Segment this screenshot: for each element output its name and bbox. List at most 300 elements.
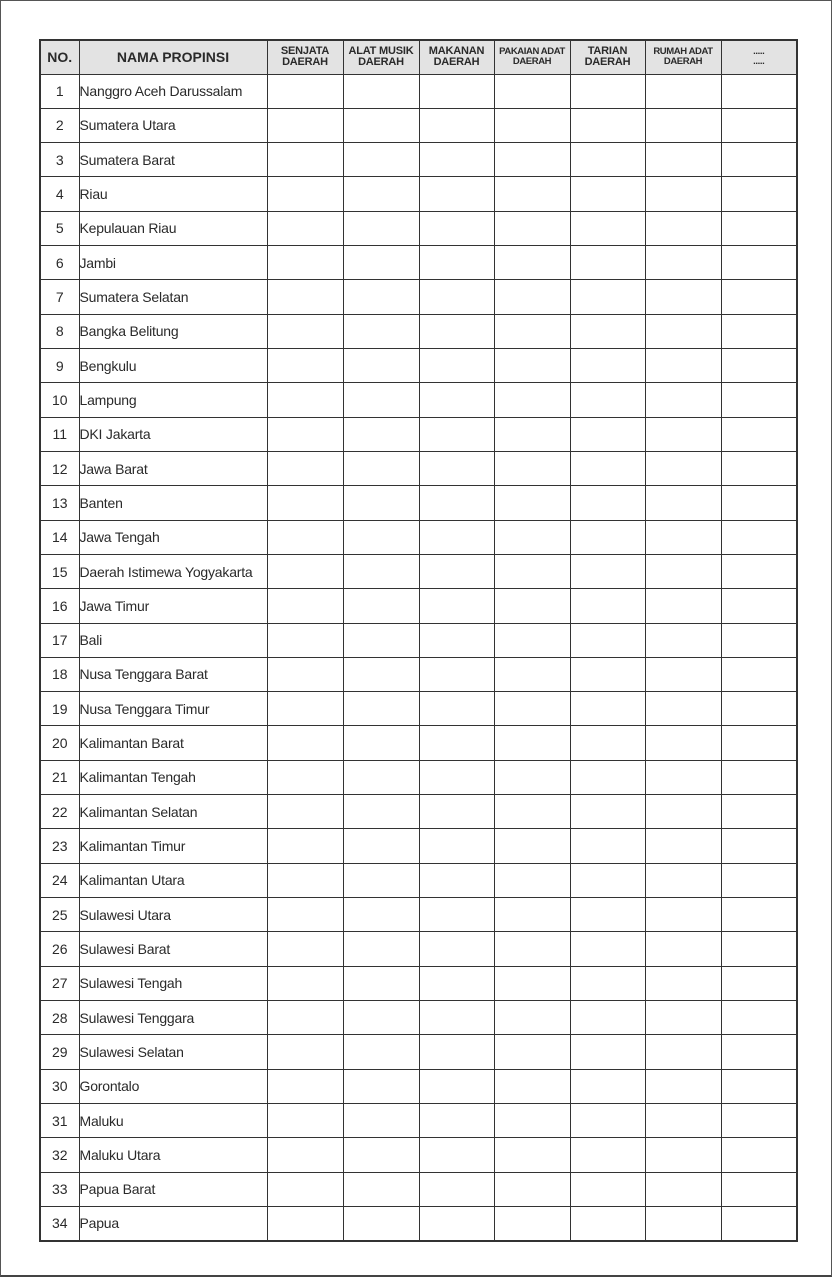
cell-pakaian-adat-daerah[interactable] bbox=[494, 143, 570, 177]
cell-rumah-adat-daerah[interactable] bbox=[645, 554, 721, 588]
province-name: Daerah Istimewa Yogyakarta bbox=[79, 554, 267, 588]
cell-pakaian-adat-daerah[interactable] bbox=[494, 177, 570, 211]
cell-tarian-daerah[interactable] bbox=[570, 383, 645, 417]
province-name: Kalimantan Tengah bbox=[79, 760, 267, 794]
cell-alat-musik-daerah[interactable] bbox=[343, 1138, 419, 1172]
cell-pakaian-adat-daerah[interactable] bbox=[494, 1035, 570, 1069]
cell-pakaian-adat-daerah[interactable] bbox=[494, 520, 570, 554]
cell-tarian-daerah[interactable] bbox=[570, 760, 645, 794]
row-number: 15 bbox=[40, 554, 79, 588]
cell-alat-musik-daerah[interactable] bbox=[343, 1035, 419, 1069]
cell-extra[interactable] bbox=[721, 657, 797, 691]
cell-alat-musik-daerah[interactable] bbox=[343, 1069, 419, 1103]
row-number: 19 bbox=[40, 692, 79, 726]
cell-rumah-adat-daerah[interactable] bbox=[645, 417, 721, 451]
cell-extra[interactable] bbox=[721, 246, 797, 280]
cell-senjata-daerah[interactable] bbox=[267, 1172, 343, 1206]
cell-rumah-adat-daerah[interactable] bbox=[645, 349, 721, 383]
cell-rumah-adat-daerah[interactable] bbox=[645, 280, 721, 314]
cell-rumah-adat-daerah[interactable] bbox=[645, 520, 721, 554]
cell-senjata-daerah[interactable] bbox=[267, 1138, 343, 1172]
cell-rumah-adat-daerah[interactable] bbox=[645, 932, 721, 966]
table-row bbox=[40, 863, 797, 897]
cell-pakaian-adat-daerah[interactable] bbox=[494, 74, 570, 108]
cell-makanan-daerah[interactable] bbox=[419, 1138, 494, 1172]
cell-rumah-adat-daerah[interactable] bbox=[645, 246, 721, 280]
cell-rumah-adat-daerah[interactable] bbox=[645, 1035, 721, 1069]
cell-extra[interactable] bbox=[721, 177, 797, 211]
cell-senjata-daerah[interactable] bbox=[267, 1035, 343, 1069]
cell-rumah-adat-daerah[interactable] bbox=[645, 795, 721, 829]
cell-senjata-daerah[interactable] bbox=[267, 417, 343, 451]
header-line: ..... bbox=[753, 46, 765, 58]
cell-tarian-daerah[interactable] bbox=[570, 417, 645, 451]
cell-rumah-adat-daerah[interactable] bbox=[645, 1000, 721, 1034]
cell-makanan-daerah[interactable] bbox=[419, 932, 494, 966]
cell-extra[interactable] bbox=[721, 589, 797, 623]
cell-extra[interactable] bbox=[721, 1206, 797, 1240]
row-number: 29 bbox=[40, 1035, 79, 1069]
cell-pakaian-adat-daerah[interactable] bbox=[494, 451, 570, 485]
cell-makanan-daerah[interactable] bbox=[419, 657, 494, 691]
cell-pakaian-adat-daerah[interactable] bbox=[494, 589, 570, 623]
cell-rumah-adat-daerah[interactable] bbox=[645, 486, 721, 520]
cell-extra[interactable] bbox=[721, 829, 797, 863]
cell-tarian-daerah[interactable] bbox=[570, 211, 645, 245]
cell-senjata-daerah[interactable] bbox=[267, 657, 343, 691]
cell-tarian-daerah[interactable] bbox=[570, 108, 645, 142]
cell-extra[interactable] bbox=[721, 143, 797, 177]
cell-makanan-daerah[interactable] bbox=[419, 143, 494, 177]
cell-alat-musik-daerah[interactable] bbox=[343, 795, 419, 829]
cell-tarian-daerah[interactable] bbox=[570, 1035, 645, 1069]
cell-makanan-daerah[interactable] bbox=[419, 795, 494, 829]
cell-makanan-daerah[interactable] bbox=[419, 692, 494, 726]
header-rumah-adat-daerah bbox=[645, 40, 721, 74]
cell-senjata-daerah[interactable] bbox=[267, 211, 343, 245]
cell-makanan-daerah[interactable] bbox=[419, 760, 494, 794]
table-row bbox=[40, 520, 797, 554]
cell-makanan-daerah[interactable] bbox=[419, 829, 494, 863]
cell-tarian-daerah[interactable] bbox=[570, 589, 645, 623]
cell-rumah-adat-daerah[interactable] bbox=[645, 898, 721, 932]
province-name: Riau bbox=[79, 177, 267, 211]
cell-alat-musik-daerah[interactable] bbox=[343, 143, 419, 177]
row-number: 33 bbox=[40, 1172, 79, 1206]
cell-senjata-daerah[interactable] bbox=[267, 314, 343, 348]
table-row bbox=[40, 1103, 797, 1137]
cell-makanan-daerah[interactable] bbox=[419, 520, 494, 554]
cell-tarian-daerah[interactable] bbox=[570, 932, 645, 966]
cell-alat-musik-daerah[interactable] bbox=[343, 383, 419, 417]
cell-pakaian-adat-daerah[interactable] bbox=[494, 692, 570, 726]
cell-tarian-daerah[interactable] bbox=[570, 657, 645, 691]
cell-senjata-daerah[interactable] bbox=[267, 589, 343, 623]
cell-alat-musik-daerah[interactable] bbox=[343, 1172, 419, 1206]
cell-tarian-daerah[interactable] bbox=[570, 863, 645, 897]
table-row bbox=[40, 246, 797, 280]
table-row bbox=[40, 143, 797, 177]
cell-rumah-adat-daerah[interactable] bbox=[645, 760, 721, 794]
header-tarian-daerah bbox=[570, 40, 645, 74]
cell-extra[interactable] bbox=[721, 1069, 797, 1103]
cell-senjata-daerah[interactable] bbox=[267, 1206, 343, 1240]
cell-alat-musik-daerah[interactable] bbox=[343, 246, 419, 280]
cell-extra[interactable] bbox=[721, 211, 797, 245]
province-name: Kalimantan Timur bbox=[79, 829, 267, 863]
cell-makanan-daerah[interactable] bbox=[419, 863, 494, 897]
cell-extra[interactable] bbox=[721, 486, 797, 520]
cell-extra[interactable] bbox=[721, 932, 797, 966]
header-line: DAERAH bbox=[663, 56, 703, 68]
cell-tarian-daerah[interactable] bbox=[570, 1172, 645, 1206]
cell-senjata-daerah[interactable] bbox=[267, 486, 343, 520]
row-number: 26 bbox=[40, 932, 79, 966]
cell-makanan-daerah[interactable] bbox=[419, 1035, 494, 1069]
province-name: Papua bbox=[79, 1206, 267, 1240]
row-number: 6 bbox=[40, 246, 79, 280]
cell-alat-musik-daerah[interactable] bbox=[343, 1103, 419, 1137]
row-number: 22 bbox=[40, 795, 79, 829]
cell-alat-musik-daerah[interactable] bbox=[343, 863, 419, 897]
cell-extra[interactable] bbox=[721, 349, 797, 383]
row-number: 30 bbox=[40, 1069, 79, 1103]
cell-makanan-daerah[interactable] bbox=[419, 1103, 494, 1137]
cell-rumah-adat-daerah[interactable] bbox=[645, 1138, 721, 1172]
cell-alat-musik-daerah[interactable] bbox=[343, 486, 419, 520]
cell-rumah-adat-daerah[interactable] bbox=[645, 74, 721, 108]
cell-tarian-daerah[interactable] bbox=[570, 74, 645, 108]
cell-pakaian-adat-daerah[interactable] bbox=[494, 795, 570, 829]
cell-pakaian-adat-daerah[interactable] bbox=[494, 657, 570, 691]
cell-makanan-daerah[interactable] bbox=[419, 177, 494, 211]
table-row bbox=[40, 795, 797, 829]
table-row bbox=[40, 451, 797, 485]
row-number: 18 bbox=[40, 657, 79, 691]
cell-makanan-daerah[interactable] bbox=[419, 211, 494, 245]
cell-rumah-adat-daerah[interactable] bbox=[645, 863, 721, 897]
cell-extra[interactable] bbox=[721, 1138, 797, 1172]
cell-rumah-adat-daerah[interactable] bbox=[645, 177, 721, 211]
cell-extra[interactable] bbox=[721, 383, 797, 417]
cell-alat-musik-daerah[interactable] bbox=[343, 657, 419, 691]
cell-alat-musik-daerah[interactable] bbox=[343, 692, 419, 726]
table-row bbox=[40, 726, 797, 760]
cell-pakaian-adat-daerah[interactable] bbox=[494, 1138, 570, 1172]
table-row bbox=[40, 314, 797, 348]
cell-makanan-daerah[interactable] bbox=[419, 589, 494, 623]
row-number: 9 bbox=[40, 349, 79, 383]
cell-makanan-daerah[interactable] bbox=[419, 74, 494, 108]
cell-rumah-adat-daerah[interactable] bbox=[645, 657, 721, 691]
cell-senjata-daerah[interactable] bbox=[267, 795, 343, 829]
cell-rumah-adat-daerah[interactable] bbox=[645, 692, 721, 726]
header-line: ..... bbox=[753, 56, 765, 68]
header-line: RUMAH ADAT bbox=[653, 46, 713, 58]
cell-senjata-daerah[interactable] bbox=[267, 760, 343, 794]
cell-tarian-daerah[interactable] bbox=[570, 726, 645, 760]
cell-pakaian-adat-daerah[interactable] bbox=[494, 314, 570, 348]
cell-alat-musik-daerah[interactable] bbox=[343, 74, 419, 108]
cell-pakaian-adat-daerah[interactable] bbox=[494, 554, 570, 588]
cell-extra[interactable] bbox=[721, 417, 797, 451]
row-number: 20 bbox=[40, 726, 79, 760]
cell-senjata-daerah[interactable] bbox=[267, 349, 343, 383]
cell-tarian-daerah[interactable] bbox=[570, 1206, 645, 1240]
row-number: 16 bbox=[40, 589, 79, 623]
province-name: Kalimantan Barat bbox=[79, 726, 267, 760]
cell-extra[interactable] bbox=[721, 554, 797, 588]
cell-extra[interactable] bbox=[721, 692, 797, 726]
cell-pakaian-adat-daerah[interactable] bbox=[494, 1172, 570, 1206]
cell-pakaian-adat-daerah[interactable] bbox=[494, 1069, 570, 1103]
cell-extra[interactable] bbox=[721, 795, 797, 829]
cell-tarian-daerah[interactable] bbox=[570, 177, 645, 211]
cell-makanan-daerah[interactable] bbox=[419, 486, 494, 520]
cell-alat-musik-daerah[interactable] bbox=[343, 966, 419, 1000]
cell-alat-musik-daerah[interactable] bbox=[343, 726, 419, 760]
cell-tarian-daerah[interactable] bbox=[570, 554, 645, 588]
cell-tarian-daerah[interactable] bbox=[570, 143, 645, 177]
cell-pakaian-adat-daerah[interactable] bbox=[494, 863, 570, 897]
row-number: 10 bbox=[40, 383, 79, 417]
cell-extra[interactable] bbox=[721, 760, 797, 794]
cell-senjata-daerah[interactable] bbox=[267, 1103, 343, 1137]
header-row bbox=[40, 40, 797, 74]
header-line: DAERAH bbox=[584, 56, 631, 69]
province-name: Sulawesi Selatan bbox=[79, 1035, 267, 1069]
cell-tarian-daerah[interactable] bbox=[570, 829, 645, 863]
cell-senjata-daerah[interactable] bbox=[267, 280, 343, 314]
cell-extra[interactable] bbox=[721, 623, 797, 657]
cell-pakaian-adat-daerah[interactable] bbox=[494, 760, 570, 794]
cell-tarian-daerah[interactable] bbox=[570, 280, 645, 314]
cell-senjata-daerah[interactable] bbox=[267, 966, 343, 1000]
cell-alat-musik-daerah[interactable] bbox=[343, 1000, 419, 1034]
cell-extra[interactable] bbox=[721, 1000, 797, 1034]
cell-tarian-daerah[interactable] bbox=[570, 898, 645, 932]
cell-alat-musik-daerah[interactable] bbox=[343, 211, 419, 245]
cell-makanan-daerah[interactable] bbox=[419, 280, 494, 314]
table-row bbox=[40, 280, 797, 314]
row-number: 8 bbox=[40, 314, 79, 348]
table-row bbox=[40, 486, 797, 520]
cell-senjata-daerah[interactable] bbox=[267, 451, 343, 485]
cell-alat-musik-daerah[interactable] bbox=[343, 898, 419, 932]
table-row bbox=[40, 1069, 797, 1103]
cell-tarian-daerah[interactable] bbox=[570, 520, 645, 554]
cell-pakaian-adat-daerah[interactable] bbox=[494, 932, 570, 966]
cell-makanan-daerah[interactable] bbox=[419, 623, 494, 657]
province-name: Sulawesi Tengah bbox=[79, 966, 267, 1000]
cell-makanan-daerah[interactable] bbox=[419, 451, 494, 485]
cell-pakaian-adat-daerah[interactable] bbox=[494, 486, 570, 520]
table-row bbox=[40, 966, 797, 1000]
cell-alat-musik-daerah[interactable] bbox=[343, 314, 419, 348]
cell-pakaian-adat-daerah[interactable] bbox=[494, 349, 570, 383]
cell-rumah-adat-daerah[interactable] bbox=[645, 966, 721, 1000]
cell-senjata-daerah[interactable] bbox=[267, 520, 343, 554]
cell-extra[interactable] bbox=[721, 451, 797, 485]
cell-alat-musik-daerah[interactable] bbox=[343, 417, 419, 451]
cell-tarian-daerah[interactable] bbox=[570, 795, 645, 829]
cell-tarian-daerah[interactable] bbox=[570, 966, 645, 1000]
cell-senjata-daerah[interactable] bbox=[267, 1000, 343, 1034]
cell-pakaian-adat-daerah[interactable] bbox=[494, 1000, 570, 1034]
province-name: Jambi bbox=[79, 246, 267, 280]
cell-tarian-daerah[interactable] bbox=[570, 692, 645, 726]
cell-pakaian-adat-daerah[interactable] bbox=[494, 623, 570, 657]
province-name: Papua Barat bbox=[79, 1172, 267, 1206]
cell-rumah-adat-daerah[interactable] bbox=[645, 1103, 721, 1137]
row-number: 23 bbox=[40, 829, 79, 863]
cell-alat-musik-daerah[interactable] bbox=[343, 554, 419, 588]
cell-pakaian-adat-daerah[interactable] bbox=[494, 966, 570, 1000]
cell-makanan-daerah[interactable] bbox=[419, 1069, 494, 1103]
cell-makanan-daerah[interactable] bbox=[419, 726, 494, 760]
cell-pakaian-adat-daerah[interactable] bbox=[494, 246, 570, 280]
cell-senjata-daerah[interactable] bbox=[267, 898, 343, 932]
cell-extra[interactable] bbox=[721, 520, 797, 554]
cell-pakaian-adat-daerah[interactable] bbox=[494, 726, 570, 760]
cell-alat-musik-daerah[interactable] bbox=[343, 829, 419, 863]
cell-alat-musik-daerah[interactable] bbox=[343, 520, 419, 554]
cell-extra[interactable] bbox=[721, 1035, 797, 1069]
cell-tarian-daerah[interactable] bbox=[570, 246, 645, 280]
cell-makanan-daerah[interactable] bbox=[419, 349, 494, 383]
cell-senjata-daerah[interactable] bbox=[267, 246, 343, 280]
cell-pakaian-adat-daerah[interactable] bbox=[494, 211, 570, 245]
cell-rumah-adat-daerah[interactable] bbox=[645, 1172, 721, 1206]
header-alat-musik-daerah bbox=[343, 40, 419, 74]
cell-tarian-daerah[interactable] bbox=[570, 349, 645, 383]
cell-rumah-adat-daerah[interactable] bbox=[645, 314, 721, 348]
cell-senjata-daerah[interactable] bbox=[267, 143, 343, 177]
cell-pakaian-adat-daerah[interactable] bbox=[494, 280, 570, 314]
table-row bbox=[40, 1172, 797, 1206]
cell-extra[interactable] bbox=[721, 1103, 797, 1137]
cell-pakaian-adat-daerah[interactable] bbox=[494, 898, 570, 932]
cell-pakaian-adat-daerah[interactable] bbox=[494, 417, 570, 451]
cell-senjata-daerah[interactable] bbox=[267, 692, 343, 726]
cell-tarian-daerah[interactable] bbox=[570, 314, 645, 348]
cell-pakaian-adat-daerah[interactable] bbox=[494, 108, 570, 142]
cell-makanan-daerah[interactable] bbox=[419, 314, 494, 348]
cell-pakaian-adat-daerah[interactable] bbox=[494, 829, 570, 863]
cell-pakaian-adat-daerah[interactable] bbox=[494, 1206, 570, 1240]
cell-makanan-daerah[interactable] bbox=[419, 108, 494, 142]
table-row bbox=[40, 74, 797, 108]
cell-makanan-daerah[interactable] bbox=[419, 1206, 494, 1240]
table-row bbox=[40, 349, 797, 383]
cell-rumah-adat-daerah[interactable] bbox=[645, 108, 721, 142]
cell-senjata-daerah[interactable] bbox=[267, 74, 343, 108]
cell-rumah-adat-daerah[interactable] bbox=[645, 211, 721, 245]
province-name: Nusa Tenggara Timur bbox=[79, 692, 267, 726]
cell-rumah-adat-daerah[interactable] bbox=[645, 623, 721, 657]
cell-rumah-adat-daerah[interactable] bbox=[645, 1206, 721, 1240]
province-name: Bali bbox=[79, 623, 267, 657]
cell-tarian-daerah[interactable] bbox=[570, 486, 645, 520]
province-name: Kepulauan Riau bbox=[79, 211, 267, 245]
header-line: DAERAH bbox=[512, 56, 552, 68]
cell-senjata-daerah[interactable] bbox=[267, 726, 343, 760]
cell-alat-musik-daerah[interactable] bbox=[343, 1206, 419, 1240]
cell-senjata-daerah[interactable] bbox=[267, 623, 343, 657]
cell-alat-musik-daerah[interactable] bbox=[343, 760, 419, 794]
cell-senjata-daerah[interactable] bbox=[267, 108, 343, 142]
cell-tarian-daerah[interactable] bbox=[570, 1103, 645, 1137]
cell-senjata-daerah[interactable] bbox=[267, 1069, 343, 1103]
province-name: Sumatera Utara bbox=[79, 108, 267, 142]
table-row bbox=[40, 657, 797, 691]
cell-makanan-daerah[interactable] bbox=[419, 246, 494, 280]
cell-extra[interactable] bbox=[721, 1172, 797, 1206]
cell-makanan-daerah[interactable] bbox=[419, 966, 494, 1000]
row-number: 12 bbox=[40, 451, 79, 485]
cell-extra[interactable] bbox=[721, 280, 797, 314]
cell-extra[interactable] bbox=[721, 898, 797, 932]
cell-extra[interactable] bbox=[721, 108, 797, 142]
province-name: Lampung bbox=[79, 383, 267, 417]
cell-makanan-daerah[interactable] bbox=[419, 898, 494, 932]
cell-rumah-adat-daerah[interactable] bbox=[645, 829, 721, 863]
cell-extra[interactable] bbox=[721, 74, 797, 108]
cell-tarian-daerah[interactable] bbox=[570, 1000, 645, 1034]
cell-extra[interactable] bbox=[721, 726, 797, 760]
cell-alat-musik-daerah[interactable] bbox=[343, 108, 419, 142]
cell-makanan-daerah[interactable] bbox=[419, 383, 494, 417]
cell-extra[interactable] bbox=[721, 966, 797, 1000]
cell-senjata-daerah[interactable] bbox=[267, 863, 343, 897]
cell-rumah-adat-daerah[interactable] bbox=[645, 589, 721, 623]
cell-senjata-daerah[interactable] bbox=[267, 383, 343, 417]
cell-alat-musik-daerah[interactable] bbox=[343, 177, 419, 211]
cell-alat-musik-daerah[interactable] bbox=[343, 589, 419, 623]
table-row bbox=[40, 1035, 797, 1069]
cell-pakaian-adat-daerah[interactable] bbox=[494, 383, 570, 417]
cell-tarian-daerah[interactable] bbox=[570, 451, 645, 485]
cell-extra[interactable] bbox=[721, 863, 797, 897]
cell-rumah-adat-daerah[interactable] bbox=[645, 383, 721, 417]
cell-makanan-daerah[interactable] bbox=[419, 1000, 494, 1034]
cell-tarian-daerah[interactable] bbox=[570, 623, 645, 657]
cell-alat-musik-daerah[interactable] bbox=[343, 932, 419, 966]
cell-tarian-daerah[interactable] bbox=[570, 1138, 645, 1172]
row-number: 11 bbox=[40, 417, 79, 451]
cell-makanan-daerah[interactable] bbox=[419, 417, 494, 451]
cell-rumah-adat-daerah[interactable] bbox=[645, 1069, 721, 1103]
cell-senjata-daerah[interactable] bbox=[267, 829, 343, 863]
cell-senjata-daerah[interactable] bbox=[267, 177, 343, 211]
cell-tarian-daerah[interactable] bbox=[570, 1069, 645, 1103]
cell-rumah-adat-daerah[interactable] bbox=[645, 143, 721, 177]
cell-alat-musik-daerah[interactable] bbox=[343, 349, 419, 383]
table-row bbox=[40, 589, 797, 623]
cell-alat-musik-daerah[interactable] bbox=[343, 623, 419, 657]
cell-makanan-daerah[interactable] bbox=[419, 1172, 494, 1206]
cell-alat-musik-daerah[interactable] bbox=[343, 280, 419, 314]
cell-rumah-adat-daerah[interactable] bbox=[645, 726, 721, 760]
table-row bbox=[40, 554, 797, 588]
cell-pakaian-adat-daerah[interactable] bbox=[494, 1103, 570, 1137]
cell-senjata-daerah[interactable] bbox=[267, 554, 343, 588]
cell-alat-musik-daerah[interactable] bbox=[343, 451, 419, 485]
cell-senjata-daerah[interactable] bbox=[267, 932, 343, 966]
cell-rumah-adat-daerah[interactable] bbox=[645, 451, 721, 485]
cell-extra[interactable] bbox=[721, 314, 797, 348]
cell-makanan-daerah[interactable] bbox=[419, 554, 494, 588]
